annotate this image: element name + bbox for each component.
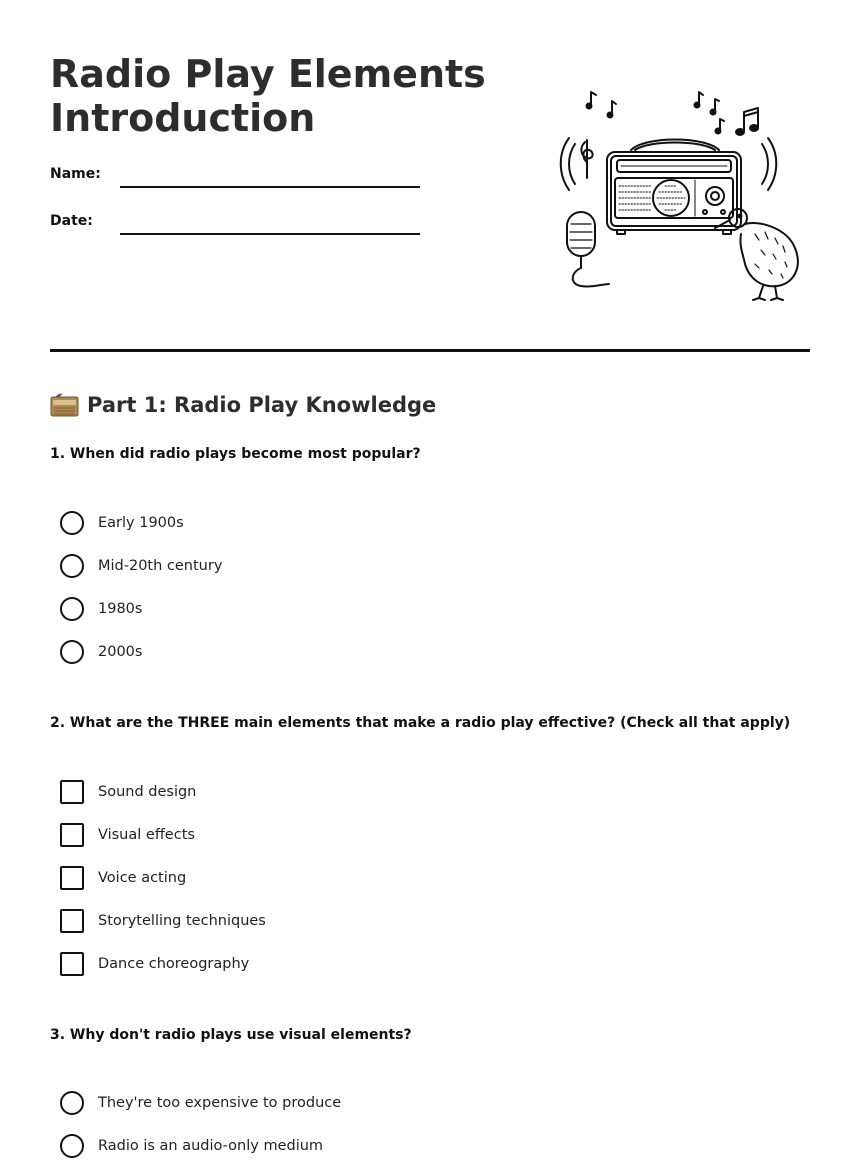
checkbox[interactable]	[60, 780, 84, 804]
q2-option-storytelling-techniques[interactable]	[60, 908, 266, 934]
radio-button[interactable]	[60, 1091, 84, 1115]
radio-button[interactable]	[60, 640, 84, 664]
name-line[interactable]	[120, 186, 420, 188]
checkbox[interactable]	[60, 866, 84, 890]
microphone-icon	[567, 212, 609, 287]
option-label: Mid-20th century	[98, 558, 223, 574]
name-label: Name:	[50, 166, 101, 182]
option-label: Early 1900s	[98, 515, 184, 531]
radio-body	[607, 140, 741, 235]
radio-icon	[50, 393, 79, 417]
radio-button[interactable]	[60, 1134, 84, 1158]
question-2: 2. What are the THREE main elements that make a radio play effective? (Check all that apply)	[50, 715, 791, 731]
q2-option-sound-design[interactable]	[60, 779, 196, 805]
q3-option-audio-only-medium[interactable]	[60, 1133, 323, 1159]
option-label: Voice acting	[98, 870, 187, 886]
option-label: They're too expensive to produce	[98, 1095, 342, 1111]
question-3: 3. Why don't radio plays use visual elements?	[50, 1027, 412, 1043]
q3-option-too-expensive[interactable]	[60, 1090, 341, 1116]
radio-button[interactable]	[60, 511, 84, 535]
kiwi-bird-icon	[715, 209, 798, 300]
question-1: 1. When did radio plays become most popular?	[50, 446, 421, 462]
date-label: Date:	[50, 213, 93, 229]
option-label: Storytelling techniques	[98, 913, 266, 929]
part1-heading	[50, 390, 436, 420]
q1-option-early-1900s[interactable]	[60, 510, 184, 536]
date-line[interactable]	[120, 233, 420, 235]
checkbox[interactable]	[60, 823, 84, 847]
option-label: 1980s	[98, 601, 143, 617]
checkbox[interactable]	[60, 952, 84, 976]
option-label: 2000s	[98, 644, 143, 660]
title-line-1: Radio Play Elements	[50, 52, 486, 96]
q2-option-dance-choreography[interactable]	[60, 951, 249, 977]
q1-option-mid-20th-century[interactable]	[60, 553, 222, 579]
radio-kiwi-illustration-icon	[555, 82, 805, 304]
q2-option-voice-acting[interactable]	[60, 865, 186, 891]
option-label: Visual effects	[98, 827, 195, 843]
checkbox[interactable]	[60, 909, 84, 933]
header-divider	[50, 349, 810, 352]
q1-option-2000s[interactable]	[60, 639, 142, 665]
option-label: Dance choreography	[98, 956, 250, 972]
radio-button[interactable]	[60, 597, 84, 621]
q1-option-1980s[interactable]	[60, 596, 142, 622]
worksheet-title	[50, 52, 520, 140]
q2-option-visual-effects[interactable]	[60, 822, 195, 848]
name-field[interactable]	[50, 166, 430, 190]
date-field[interactable]	[50, 213, 430, 237]
option-label: Sound design	[98, 784, 197, 800]
option-label: Radio is an audio-only medium	[98, 1138, 324, 1154]
part1-title: Part 1: Radio Play Knowledge	[87, 393, 437, 417]
title-line-2: Introduction	[50, 96, 316, 140]
radio-button[interactable]	[60, 554, 84, 578]
